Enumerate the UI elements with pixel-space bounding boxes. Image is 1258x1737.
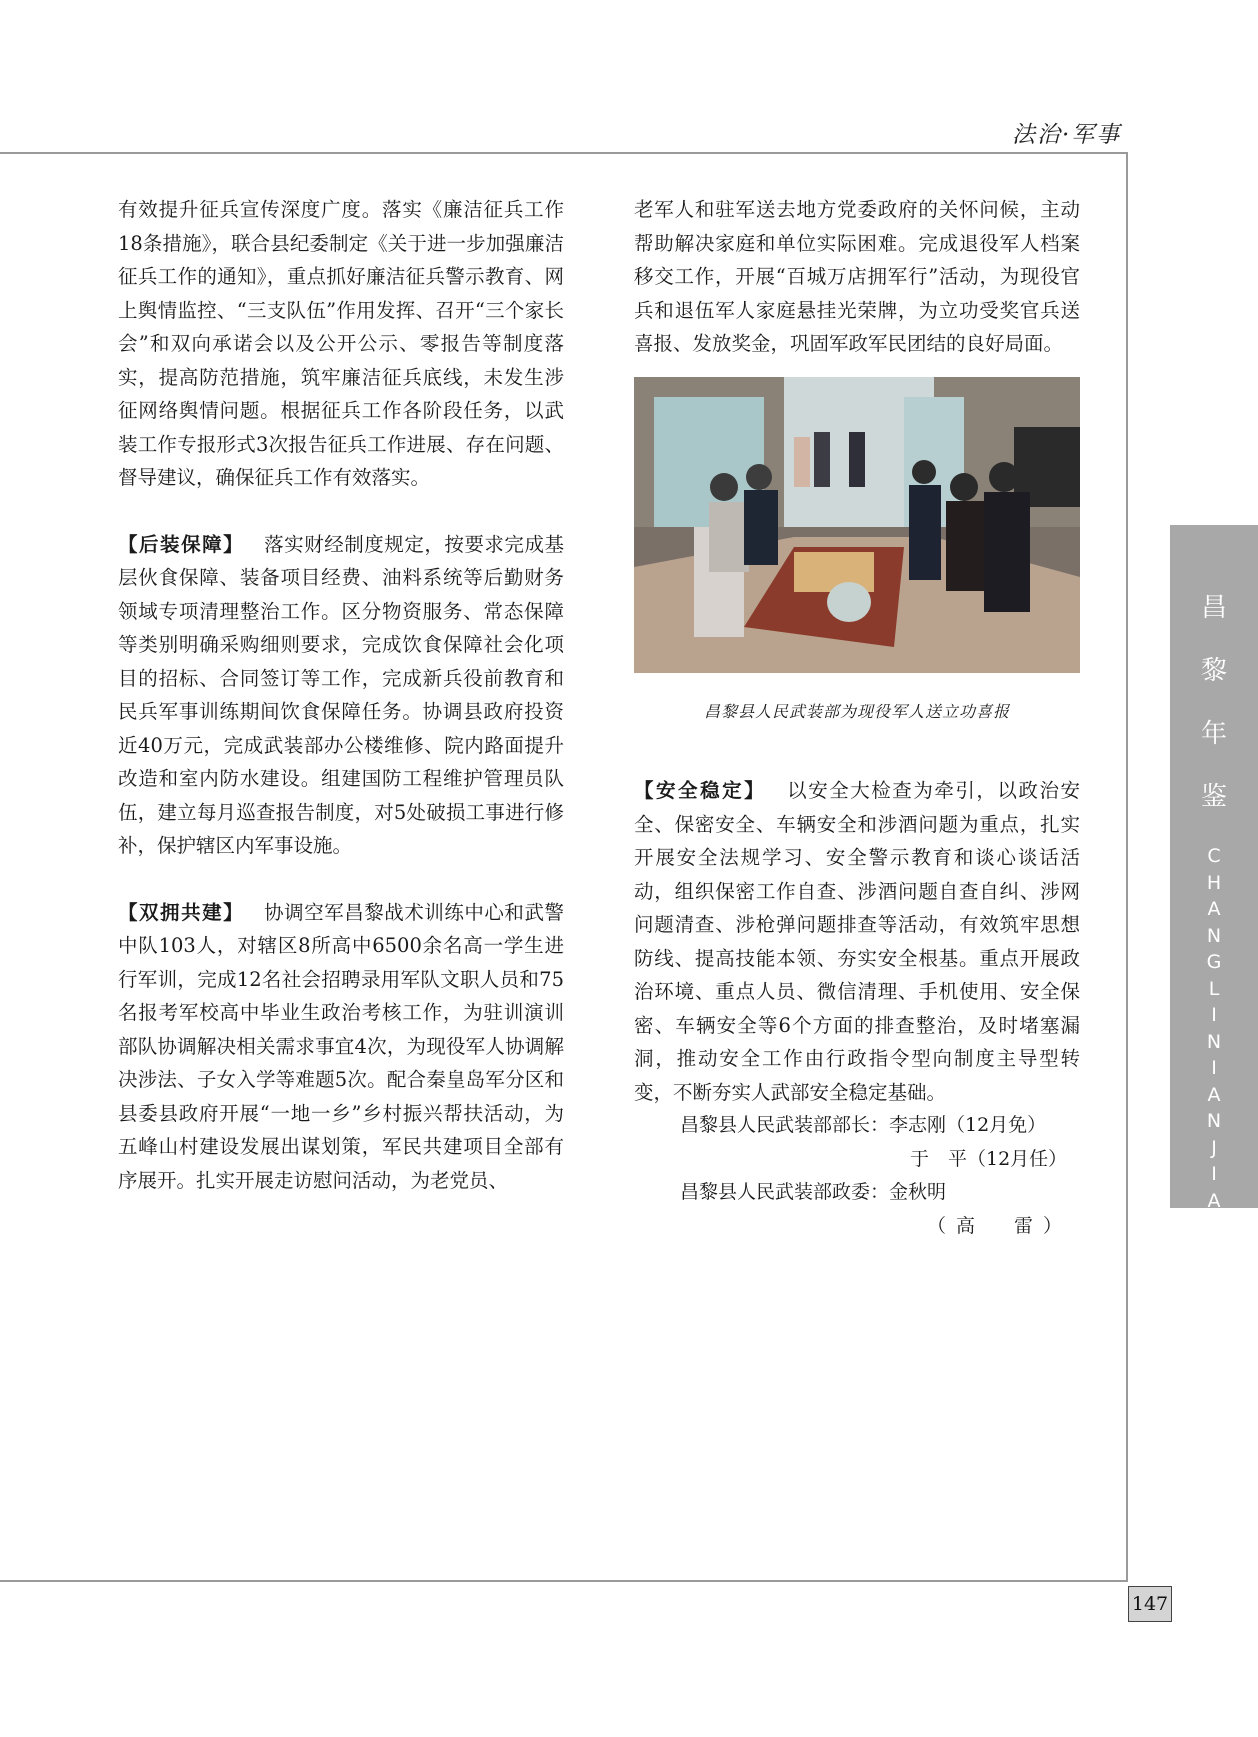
section-header-title: 法治·军事 <box>1012 122 1122 148</box>
paragraph-text: 以安全大检查为牵引，以政治安全、保密安全、车辆安全和涉酒问题为重点，扎实开展安全法规学习、安全警示教育和谈心谈话活动，组织保密工作自查、涉酒问题自查自纠、涉网问题清查、涉枪弹问题排查等活动，有效筑牢思想防线、提高技能本领、夯实安全根基。重点开展政治环境、重点人员、微信清理、手机使用、安全保密、车辆安全等6个方面的排查整治，及时堵塞漏洞，推动安全工作由行政指令型向制度主导型转变，不断夯实人武部安全稳定基础。 <box>634 779 1080 1104</box>
side-tab-pinyin-letter: I <box>1211 1163 1217 1185</box>
side-tab-pinyin-letter: C <box>1207 845 1221 867</box>
paragraph-logistics <box>118 528 564 863</box>
side-tab-pinyin-letter: I <box>1211 1057 1217 1079</box>
paragraph-text: 老军人和驻军送去地方党委政府的关怀问候，主动帮助解决家庭和单位实际困难。完成退役军人档案移交工作，开展“百城万店拥军行”活动，为现役官兵和退伍军人家庭悬挂光荣牌，为立功受奖官兵送喜报、发放奖金，巩固军政军民团结的良好局面。 <box>634 198 1080 355</box>
paragraph-safety <box>634 774 1080 1109</box>
side-tab-pinyin-letter: L <box>1208 977 1220 1000</box>
top-rule <box>0 152 1128 154</box>
photo-caption: 昌黎县人民武装部为现役军人送立功喜报 <box>703 701 1010 721</box>
side-tab-pinyin-letter: H <box>1206 871 1222 894</box>
side-tab-pinyin-letter: A <box>1207 898 1221 920</box>
side-tab-pinyin-letter: N <box>1206 924 1222 947</box>
left-column <box>118 193 564 1197</box>
news-photo <box>634 377 1080 673</box>
side-tab-pinyin <box>1199 843 1229 1241</box>
side-tab-pinyin-letter: G <box>1206 951 1222 973</box>
side-tab-pinyin-letter: J <box>1211 1136 1217 1159</box>
paragraph-text: 协调空军昌黎战术训练中心和武警中队103人，对辖区8所高中6500余名高一学生进行军训，完成12名社会招聘录用军队文职人员和75名报考军校高中毕业生政治考核工作，为驻训演训部队协调解决相关需求事宜4次，为现役军人协调解决涉法、子女入学等难题5次。配合秦皇岛军分区和县委县政府开展“一地一乡”乡村振兴帮扶活动，为五峰山村建设发展出谋划策，军民共建项目全部有序展开。扎实开展走访慰问活动，为老党员、 <box>118 900 564 1192</box>
signature-commissar: 昌黎县人民武装部政委：金秋明 <box>680 1181 947 1203</box>
side-tab-char: 鉴 <box>1200 782 1227 812</box>
side-tab-pinyin-letter: N <box>1206 1110 1222 1132</box>
side-tab-char: 黎 <box>1200 656 1227 686</box>
page-number: 147 <box>1128 1586 1172 1622</box>
paragraph-double-support <box>118 896 564 1198</box>
paragraph-text: 有效提升征兵宣传深度广度。落实《廉洁征兵工作18条措施》，联合县纪委制定《关于进一步加强廉洁征兵工作的通知》，重点抓好廉洁征兵警示教育、网上舆情监控、“三支队伍”作用发挥、召开“三个家长会”和双向承诺会以及公开公示、零报告等制度落实，提高防范措施，筑牢廉洁征兵底线，未发生涉征网络舆情问题。根据征兵工作各阶段任务，以武装工作专报形式3次报告征兵工作进展、存在问题、督导建议，确保征兵工作有效落实。 <box>118 198 564 489</box>
right-rule <box>1126 152 1128 1582</box>
yearbook-side-tab <box>1170 525 1258 1238</box>
section-tag: 【双拥共建】 <box>118 900 245 924</box>
side-tab-pinyin-letter: A <box>1207 1189 1221 1212</box>
side-tab-pinyin-letter: N <box>1206 1216 1222 1238</box>
section-tag: 【后装保障】 <box>118 532 245 556</box>
section-tag: 【安全稳定】 <box>634 779 767 802</box>
bottom-rule <box>0 1580 1128 1582</box>
side-tab-char: 年 <box>1200 719 1227 749</box>
paragraph-text: 落实财经制度规定，按要求完成基层伙食保障、装备项目经费、油料系统等后勤财务领域专项清理整治工作。区分物资服务、常态保障等类别明确采购细则要求，完成饮食保障社会化项目的招标、合同签订等工作，完成新兵役前教育和民兵军事训练期间饮食保障任务。协调县政府投资近40万元，完成武装部办公楼维修、院内路面提升改造和室内防水建设。组建国防工程维护管理员队伍，建立每月巡查报告制度，对5处破损工事进行修补，保护辖区内军事设施。 <box>118 532 564 857</box>
side-tab-pinyin-letter: N <box>1206 1030 1222 1053</box>
right-column <box>634 193 1080 1243</box>
author-credit: （高 雷） <box>926 1214 1072 1237</box>
signature-director: 昌黎县人民武装部部长：李志刚（12月免） <box>680 1114 1047 1136</box>
photo-illustration <box>634 377 1080 673</box>
side-tab-pinyin-letter: A <box>1207 1083 1221 1106</box>
side-tab-pinyin-letter: I <box>1211 1004 1217 1026</box>
side-tab-char: 昌 <box>1200 593 1227 623</box>
paragraph-recruitment-cont <box>118 193 564 495</box>
signature-director-new: 于 平（12月任） <box>910 1147 1068 1170</box>
paragraph-visits-cont <box>634 193 1080 361</box>
